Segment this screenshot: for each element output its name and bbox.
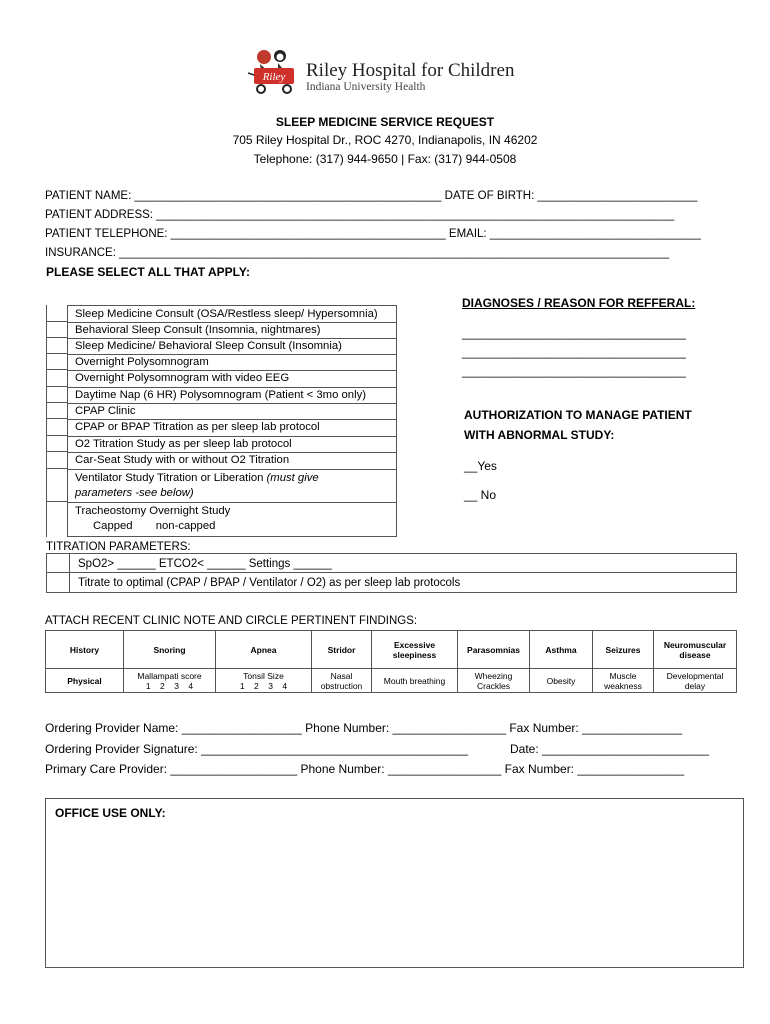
signature-date-field[interactable]: Date: _________________________ [510,742,709,756]
service-item: Sleep Medicine/ Behavioral Sleep Consult (Insomnia) [68,339,396,355]
service-checkbox[interactable] [47,419,68,436]
service-item: Overnight Polysomnogram with video EEG [68,371,396,388]
finding-muscle-weakness[interactable] [593,669,654,693]
weakness-label: weakness [604,680,642,691]
ventilator-label: Ventilator Study Titration or Liberation [75,472,264,484]
finding-neuromuscular[interactable]: Neuromuscular disease [654,631,737,669]
service-item: Daytime Nap (6 HR) Polysomnogram (Patient < 3mo only) [68,388,396,404]
primary-care-provider-field[interactable]: Primary Care Provider: ___________________ Phone Number: _________________ Fax Number: ________________ [45,762,685,776]
ventilator-note-2: parameters -see below) [75,487,194,499]
riley-logo-icon [248,47,300,95]
diagnosis-line[interactable]: ___________________________________ [462,347,686,359]
svg-text:Riley: Riley [262,71,286,83]
service-item: CPAP or BPAP Titration as per sleep lab protocol [68,420,396,437]
insurance-field[interactable]: INSURANCE: ______________________________________________________________________________________ [45,247,670,259]
service-checkbox[interactable] [47,338,68,354]
finding-parasomnias[interactable]: Parasomnias [458,631,530,669]
crackles-label: Crackles [476,680,511,691]
service-checkbox[interactable] [47,452,68,469]
authorization-yes[interactable]: __Yes [464,459,497,473]
service-item: Behavioral Sleep Consult (Insomnia, nightmares) [68,323,396,339]
diagnoses-heading: DIAGNOSES / REASON FOR REFFERAL: [462,296,696,310]
finding-asthma[interactable]: Asthma [530,631,593,669]
service-item: Sleep Medicine Consult (OSA/Restless sleep/ Hypersomnia) [68,306,396,323]
checkbox-column [46,305,68,537]
service-item: Overnight Polysomnogram [68,355,396,371]
service-item-ventilator [68,470,396,503]
hospital-address: 705 Riley Hospital Dr., ROC 4270, Indianapolis, IN 46202 [232,133,538,147]
office-use-label: OFFICE USE ONLY: [55,806,166,820]
wheezing-label: Wheezing [474,670,513,681]
service-checkbox[interactable] [47,469,68,502]
logo-subtitle: Indiana University Health [306,81,426,93]
service-item: Car-Seat Study with or without O2 Titration [68,453,396,470]
service-checkbox[interactable] [47,322,68,338]
finding-mouth-breathing[interactable]: Mouth breathing [372,669,458,693]
finding-seizures[interactable]: Seizures [593,631,654,669]
obstruction-label: obstruction [320,680,363,691]
service-item-tracheostomy [68,503,396,538]
form-title: SLEEP MEDICINE SERVICE REQUEST [275,115,495,129]
service-item: O2 Titration Study as per sleep lab protocol [68,437,396,453]
service-checkbox[interactable] [47,436,68,452]
finding-snoring[interactable]: Snoring [124,631,216,669]
titration-parameters-row[interactable]: SpO2> ______ ETCO2< ______ Settings ______ [78,558,332,570]
ordering-provider-signature-field[interactable]: Ordering Provider Signature: ________________________________________ [45,742,469,756]
service-checkbox[interactable] [47,387,68,403]
service-checkbox[interactable] [47,403,68,419]
finding-obesity[interactable]: Obesity [530,669,593,693]
authorization-no[interactable]: __ No [464,488,497,502]
finding-excessive-sleepiness[interactable]: Excessive sleepiness [372,631,458,669]
nasal-label: Nasal [330,670,353,681]
logo-title: Riley Hospital for Children [306,60,515,81]
titration-heading: TITRATION PARAMETERS: [46,541,191,553]
authorization-heading-2: WITH ABNORMAL STUDY: [464,428,615,442]
service-item: CPAP Clinic [68,404,396,420]
finding-physical: Physical [46,669,124,693]
tonsil-label: Tonsil Size [243,670,284,681]
muscle-label: Muscle [609,670,637,681]
noncapped-option[interactable]: non-capped [155,520,216,532]
ordering-provider-name-field[interactable]: Ordering Provider Name: __________________ Phone Number: _________________ Fax Number: _______________ [45,721,683,735]
finding-nasal-obstruction[interactable] [312,669,372,693]
finding-stridor[interactable]: Stridor [312,631,372,669]
finding-mallampati[interactable] [124,669,216,693]
service-checkbox[interactable] [47,354,68,370]
finding-tonsil-size[interactable] [216,669,312,693]
select-heading: PLEASE SELECT ALL THAT APPLY: [46,265,251,279]
developmental-label: Developmental [666,670,724,681]
delay-label: delay [684,680,706,691]
service-list [67,305,397,537]
authorization-heading: AUTHORIZATION TO MANAGE PATIENT [464,408,692,422]
finding-developmental-delay[interactable] [654,669,737,693]
finding-history[interactable]: History [46,631,124,669]
titration-divider [46,572,737,573]
hospital-contact: Telephone: (317) 944-9650 | Fax: (317) 944-0508 [253,152,517,166]
tracheostomy-label: Tracheostomy Overnight Study [75,505,231,517]
capped-option[interactable]: Capped [93,520,133,532]
finding-apnea[interactable]: Apnea [216,631,312,669]
mallampati-label: Mallampati score [137,670,202,681]
patient-phone-field[interactable]: PATIENT TELEPHONE: ___________________________________________ EMAIL: _________________________________ [45,228,701,240]
tonsil-scores[interactable]: 1 2 3 4 [239,680,288,691]
titration-checkbox-divider [69,553,70,593]
office-use-box [45,798,744,968]
findings-table [45,630,737,693]
diagnosis-line[interactable]: ___________________________________ [462,366,686,378]
diagnosis-line[interactable]: ___________________________________ [462,328,686,340]
service-checkbox[interactable] [47,502,68,537]
patient-name-field[interactable]: PATIENT NAME: ________________________________________________ DATE OF BIRTH: _________________________ [45,190,698,202]
titration-protocol-row[interactable]: Titrate to optimal (CPAP / BPAP / Ventilator / O2) as per sleep lab protocols [78,577,461,589]
ventilator-note: (must give [266,472,319,484]
service-checkbox[interactable] [47,305,68,322]
service-checkbox[interactable] [47,370,68,387]
patient-address-field[interactable]: PATIENT ADDRESS: _________________________________________________________________________________ [45,209,675,221]
finding-wheezing-crackles[interactable] [458,669,530,693]
findings-heading: ATTACH RECENT CLINIC NOTE AND CIRCLE PERTINENT FINDINGS: [45,615,418,627]
mallampati-scores[interactable]: 1 2 3 4 [145,680,194,691]
